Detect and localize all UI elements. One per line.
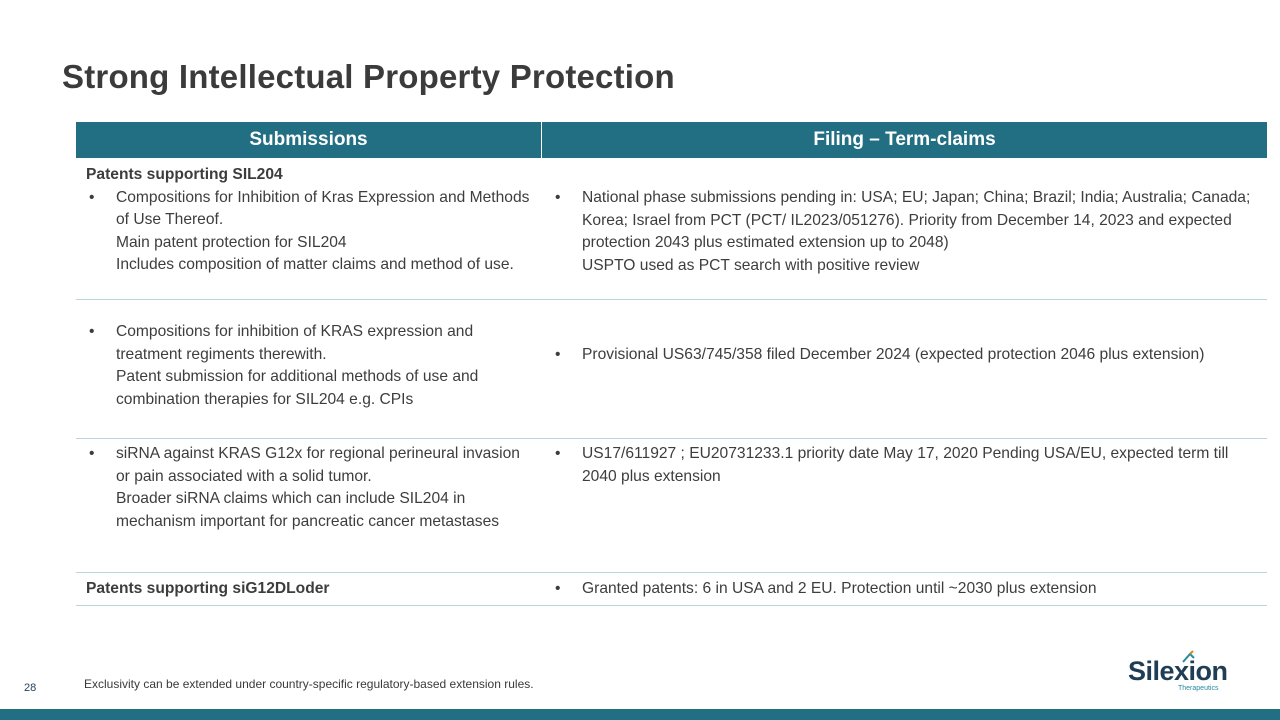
filing-cell	[542, 439, 1267, 572]
filing-bullet	[552, 443, 1257, 488]
bullet-icon: •	[555, 579, 561, 597]
submission-text: siRNA against KRAS G12x for regional perineural invasion or pain associated with a solid tumor.	[116, 445, 520, 485]
submission-cell	[76, 578, 542, 601]
filing-text: Provisional US63/745/358 filed December 2024 (expected protection 2046 plus extension)	[582, 346, 1205, 363]
table-row	[76, 439, 1267, 573]
table-header	[76, 122, 1267, 158]
submission-bullet	[86, 187, 532, 232]
submission-text: Compositions for inhibition of KRAS expression and treatment regiments therewith.	[116, 323, 474, 363]
table-row	[76, 300, 1267, 439]
bullet-icon: •	[89, 188, 95, 206]
submission-note: Patent submission for additional methods of use and combination therapies for SIL204 e.g. CPIs	[116, 368, 479, 408]
page-number: 28	[24, 682, 37, 694]
table-row	[76, 573, 1267, 606]
filing-cell	[542, 578, 1267, 601]
filing-cell	[542, 300, 1267, 438]
logo-text: Silexion	[1128, 656, 1228, 686]
logo-subtext: Therapeutics	[1178, 685, 1219, 692]
submission-cell	[76, 158, 542, 299]
bullet-icon: •	[555, 189, 561, 206]
submission-note: Includes composition of matter claims and method of use.	[116, 256, 514, 274]
filing-text: Granted patents: 6 in USA and 2 EU. Protection until ~2030 plus extension	[582, 579, 1097, 597]
header-filing-term-claims: Filing – Term-claims	[542, 122, 1267, 158]
filing-text: US17/611927 ; EU20731233.1 priority date May 17, 2020 Pending USA/EU, expected term till 2040 plus extension	[582, 445, 1229, 485]
filing-bullet	[552, 578, 1257, 601]
page-title: Strong Intellectual Property Protection	[62, 58, 675, 95]
filing-bullet	[552, 344, 1257, 367]
submission-cell	[76, 439, 542, 572]
filing-bullet	[552, 187, 1257, 255]
table-row	[76, 158, 1267, 300]
filing-note: USPTO used as PCT search with positive review	[582, 256, 920, 274]
submission-text: Compositions for Inhibition of Kras Expression and Methods of Use Thereof.	[116, 188, 530, 229]
submission-note: Main patent protection for SIL204	[116, 233, 347, 251]
bullet-icon: •	[555, 445, 561, 462]
ip-table	[76, 122, 1267, 606]
filing-cell	[542, 158, 1267, 299]
footnote: Exclusivity can be extended under country-specific regulatory-based extension rules.	[84, 677, 534, 691]
header-submissions: Submissions	[76, 122, 542, 158]
silexion-logo	[1128, 654, 1228, 694]
submission-bullet	[86, 321, 532, 366]
submission-bullet	[86, 443, 532, 488]
submission-cell	[76, 300, 542, 438]
bullet-icon: •	[555, 346, 561, 363]
bullet-icon: •	[89, 323, 95, 340]
filing-text: National phase submissions pending in: USA; EU; Japan; China; Brazil; India; Australia; Canada; Korea; Israel from PCT (PCT/ IL2023/051276). Priority from December 14, 2023 and expected protection 2043 plus estimated extension up to 2048)	[582, 189, 1251, 252]
bullet-icon: •	[89, 445, 95, 462]
group-title-sil204: Patents supporting SIL204	[86, 166, 283, 183]
group-title-sig12dloder: Patents supporting siG12DLoder	[86, 579, 330, 597]
submission-note: Broader siRNA claims which can include SIL204 in mechanism important for pancreatic cancer metastases	[116, 490, 500, 530]
bottom-accent-bar	[0, 709, 1280, 720]
